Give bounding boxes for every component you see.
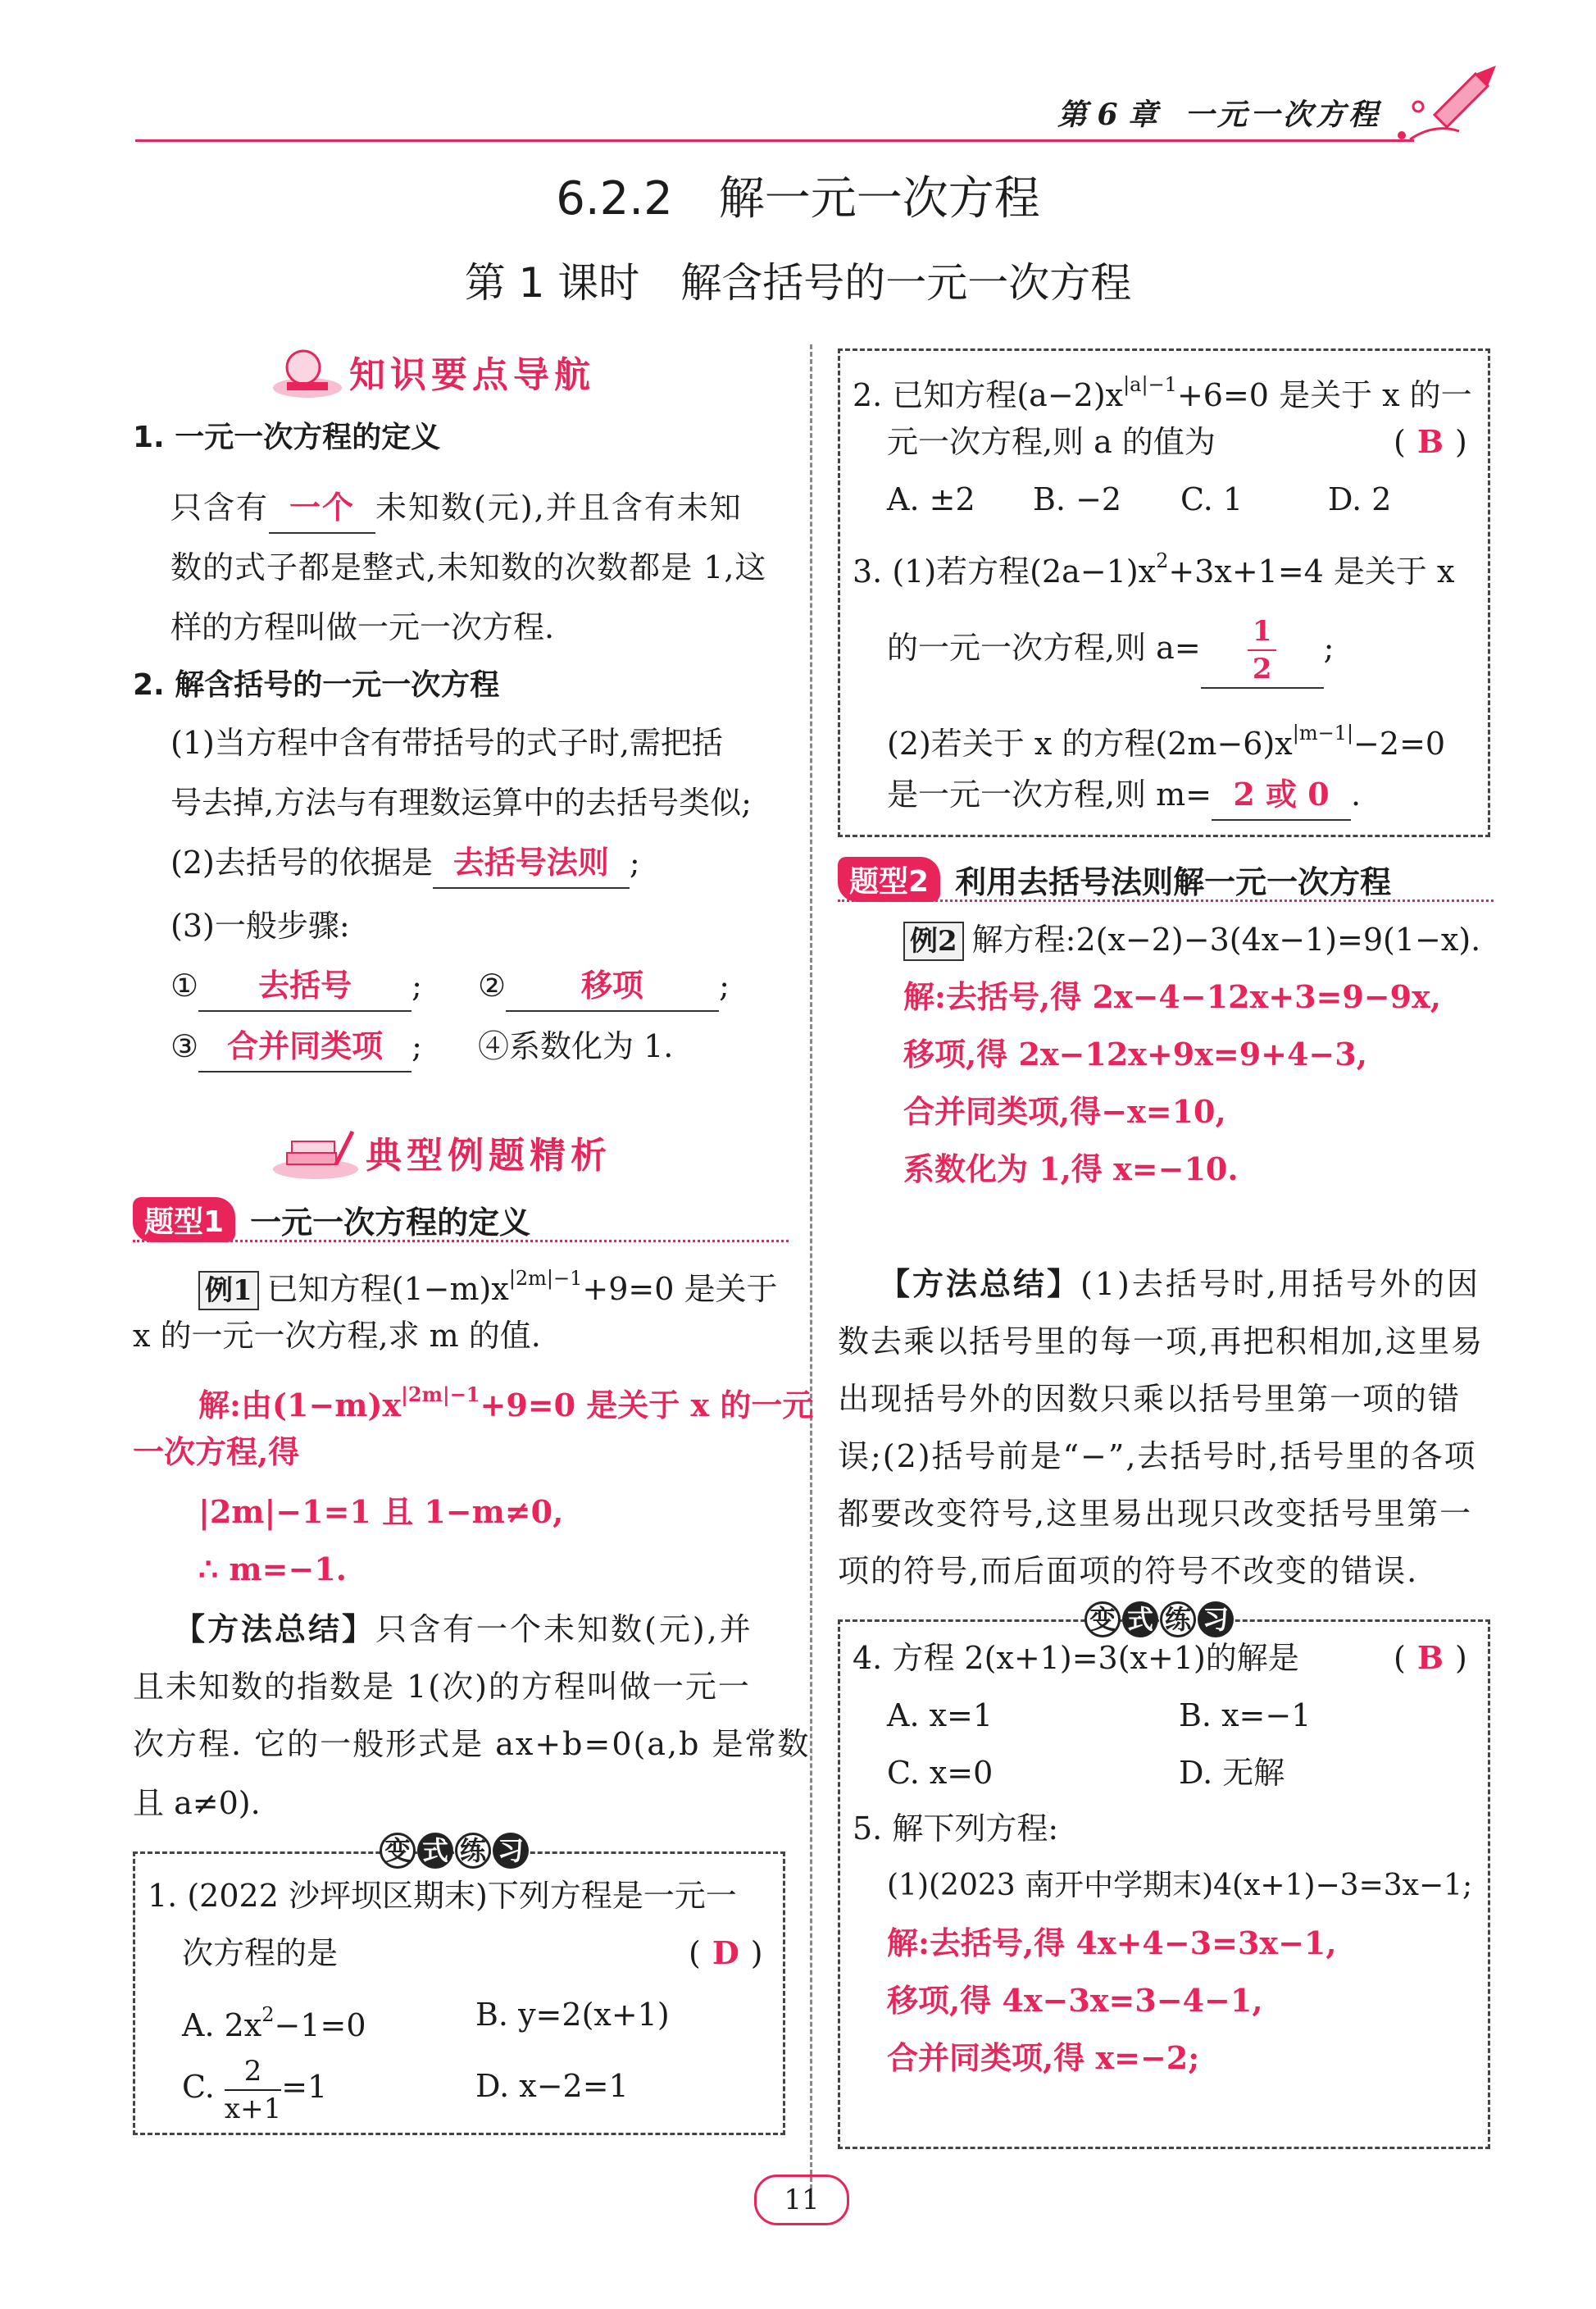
text: 的一元一次方程,则 a= [887,630,1201,666]
superscript: 2 [261,2003,275,2026]
q2-option-b: B. −2 [1033,481,1122,517]
text: C. [182,2069,215,2105]
text: +6=0 是关于 x 的一 [1176,377,1472,413]
paren: ( [689,1935,701,1971]
examples-heading [271,1123,612,1181]
blank-answer [198,1022,412,1073]
q4-answer [1394,1630,1467,1686]
type1-title: 一元一次方程的定义 [250,1204,531,1241]
blank-fill: 去括号法则 [452,844,609,881]
numerator: 2 [225,2053,281,2091]
solution2-line1: 解:去括号,得 2x−4−12x+3=9−9x, [903,978,1441,1015]
practice-char: 习 [1198,1601,1234,1637]
question-1 [148,1868,771,2125]
practice-char: 式 [1122,1601,1158,1637]
paren: ( [1394,424,1406,460]
type1-content [133,1250,814,1841]
text: . [1351,776,1362,813]
text: A. 2x [182,2007,262,2043]
blank-fill: 2 或 0 [1233,776,1330,813]
denominator: x+1 [224,2092,282,2125]
method1-line1 [174,1601,789,1657]
q4-stem: 4. 方程 2(x+1)=3(x+1)的解是 [853,1640,1299,1676]
superscript: 2 [1156,549,1169,572]
paren: ) [1454,424,1467,460]
step-text: ④系数化为 1. [477,1028,674,1064]
practice-char: 式 [417,1833,453,1869]
knowledge-heading-text: 知识要点导航 [349,354,595,396]
text: ; [412,968,422,1004]
text: +3x+1=4 是关于 x [1168,553,1455,590]
question-2 [853,357,1476,545]
type1-underline [133,1240,789,1242]
blank-fill: 合并同类项 [227,1027,384,1064]
q1-option-d: D. x−2=1 [475,2068,629,2104]
q1-stem-line2 [182,1925,771,1981]
text: 2. 已知方程(a−2)x [853,377,1124,413]
practice-label-1 [379,1830,530,1871]
solution1-line2: 一次方程,得 [133,1433,300,1470]
practice-char: 习 [493,1833,529,1869]
answer-letter: B [1416,1639,1444,1676]
example1-line2: x 的一元一次方程,求 m 的值. [133,1318,541,1354]
q1-stem-line1: 1. (2022 沙坪坝区期末)下列方程是一元一 [148,1878,737,1914]
text: 3. (1)若方程(2a−1)x [853,553,1157,590]
text: +9=0 是关于 [582,1271,778,1307]
text: (2)去括号的依据是 [171,845,433,881]
knowledge-item1-line2: 数的式子都是整式,未知数的次数都是 1,这 [171,549,767,585]
header-rule [135,139,1414,142]
solution2-line3: 合并同类项,得−x=10, [903,1093,1226,1130]
column-divider [810,344,812,2189]
numerator: 1 [1248,613,1277,651]
type2-content [838,912,1494,1592]
type2-header [838,853,1494,905]
practice-char: 练 [1160,1601,1196,1637]
q1-option-b: B. y=2(x+1) [475,1997,670,2033]
blank-answer [1201,613,1324,689]
q2-option-c: C. 1 [1180,481,1244,517]
knowledge-item2-line4: (3)一般步骤: [171,908,350,944]
q5-solution-line2: 移项,得 4x−3x=3−4−1, [887,1982,1263,2019]
q5-solution-line3: 合并同类项,得 x=−2; [887,2039,1200,2076]
text: ; [412,1028,422,1064]
text: 未知数(元),并且含有未知 [375,490,743,526]
text: 只含有一个未知数(元),并 [375,1611,753,1647]
knowledge-section [133,410,789,1115]
question-3 [853,533,1476,828]
q5-sub1: (1)(2023 南开中学期末)4(x+1)−3=3x−1; [887,1869,1473,1902]
paren: ) [750,1935,763,1971]
knowledge-item1-title: 1. 一元一次方程的定义 [133,421,441,454]
knowledge-item1-line1 [171,480,789,535]
knowledge-item2-line3 [171,835,789,890]
knowledge-heading [271,343,595,400]
q2-line1 [853,357,1476,423]
text: 解:由(1−m)x [198,1387,402,1423]
section-title: 6.2.2 解一元一次方程 [556,172,1040,225]
paren: ( [1394,1640,1406,1676]
fraction [225,2053,281,2127]
step-number: ③ [171,1028,199,1064]
method2-line6: 项的符号,而后面项的符号不改变的错误. [838,1553,1419,1589]
example1-line1 [198,1250,789,1317]
chapter-number: 第 6 章 [1057,98,1158,132]
q4-option-b: B. x=−1 [1179,1697,1312,1733]
q1-answer [689,1925,763,1981]
q4-option-c: C. x=0 [887,1755,994,1791]
pencil-decoration-icon [1385,57,1508,156]
answer-letter: B [1416,423,1444,460]
q3-line1 [853,533,1476,599]
books-pencil-icon [271,1123,361,1181]
practice-char: 变 [380,1833,416,1869]
blank-fill: 一个 [289,489,356,526]
type2-underline [838,899,1494,902]
question-5 [853,1801,1476,2112]
text: −1=0 [274,2007,366,2043]
q3-line2 [887,590,1476,705]
text: 是一元一次方程,则 m= [887,776,1212,813]
page-number: 11 [784,2184,820,2216]
q5-solution-line1: 解:去括号,得 4x+4−3=3x−1, [887,1924,1337,1961]
type2-title: 利用去括号法则解一元一次方程 [955,863,1392,900]
example2-line [903,912,1494,968]
q2-option-d: D. 2 [1328,481,1392,517]
blank-answer [506,961,719,1012]
solution1-line3: |2m|−1=1 且 1−m≠0, [198,1493,564,1530]
blank-answer [1212,770,1351,821]
knowledge-item2-title: 2. 解含括号的一元一次方程 [133,668,500,702]
blank-fill: 去括号 [258,967,352,1004]
text: =1 [281,2069,328,2105]
q5-stem: 5. 解下列方程: [853,1810,1059,1847]
type1-header [133,1193,789,1246]
superscript: |2m|−1 [401,1382,480,1406]
knowledge-item1-line3: 样的方程叫做一元一次方程. [171,609,555,645]
q2-option-a: A. ±2 [887,481,975,517]
method-label: 【方法总结】 [174,1611,376,1647]
q4-option-a: A. x=1 [887,1697,994,1733]
example1-label: 例1 [198,1271,259,1310]
method2-line2: 数去乘以括号里的每一项,再把积相加,这里易 [838,1323,1485,1359]
fraction [1248,613,1277,687]
method2-line5: 都要改变符号,这里易出现只改变括号里第一 [838,1496,1473,1532]
blank-answer [269,483,375,534]
steps-row2 [171,1018,789,1074]
example2-label: 例2 [903,922,964,961]
solution1-line1 [198,1367,814,1433]
text: +9=0 是关于 x 的一元 [480,1387,814,1423]
type2-badge: 题型2 [838,857,940,902]
examples-heading-text: 典型例题精析 [366,1135,612,1177]
method2-line1 [879,1256,1494,1312]
q2-answer [1394,414,1467,470]
answer-letter: D [712,1934,739,1971]
page-header [0,0,1596,156]
globe-book-icon [271,343,344,400]
method1-line2: 且未知数的指数是 1(次)的方程叫做一元一 [133,1669,751,1705]
type1-badge: 题型1 [133,1197,235,1242]
q3-line4 [887,767,1476,822]
step-number: ② [477,968,507,1004]
q4-option-d: D. 无解 [1179,1755,1285,1791]
method1-line3: 次方程. 它的一般形式是 ax+b=0(a,b 是常数 [133,1726,811,1762]
method-label: 【方法总结】 [879,1266,1081,1302]
practice-char: 变 [1084,1601,1121,1637]
lesson-title: 第 1 课时 解含括号的一元一次方程 [464,259,1132,307]
solution2-line2: 移项,得 2x−12x+9x=9+4−3, [903,1036,1367,1073]
text: ; [629,845,640,881]
text: 只含有 [171,490,270,526]
method2-line4: 误;(2)括号前是“−”,去括号时,括号里的各项 [838,1438,1477,1474]
solution2-line4: 系数化为 1,得 x=−10. [903,1150,1239,1187]
text: 解方程:2(x−2)−3(4x−1)=9(1−x). [971,922,1481,958]
denominator: 2 [1252,652,1272,685]
blank-fill: 移项 [581,967,644,1004]
knowledge-item2-line1: (1)当方程中含有带括号的式子时,需把括 [171,725,723,761]
chapter-title: 一元一次方程 [1184,98,1382,132]
question-4 [853,1630,1476,1810]
blank-answer [433,838,630,889]
q2-line2: 元一次方程,则 a 的值为 [887,424,1216,460]
knowledge-item2-line2: 号去掉,方法与有理数运算中的去括号类似; [171,785,752,821]
text: −2=0 [1353,726,1446,762]
paren: ) [1454,1640,1467,1676]
text: 次方程的是 [182,1935,339,1971]
method1-line4: 且 a≠0). [133,1785,261,1821]
superscript: |2m|−1 [508,1267,583,1290]
q3-line3 [887,705,1476,772]
text: (1)去括号时,用括号外的因 [1080,1266,1480,1302]
text: ; [1323,630,1335,666]
superscript: |a|−1 [1123,373,1177,396]
method2-line3: 出现括号外的因数只乘以括号里第一项的错 [838,1381,1462,1417]
practice-char: 练 [455,1833,491,1869]
page-number-badge [754,2175,849,2225]
steps-row1 [171,958,789,1013]
text: (2)若关于 x 的方程(2m−6)x [887,726,1293,762]
superscript: |m−1| [1292,722,1354,745]
step-number: ① [171,968,199,1004]
blank-answer [198,961,412,1012]
solution1-line4: ∴ m=−1. [198,1551,347,1587]
text: ; [719,968,730,1004]
text: 已知方程(1−m)x [266,1271,509,1307]
